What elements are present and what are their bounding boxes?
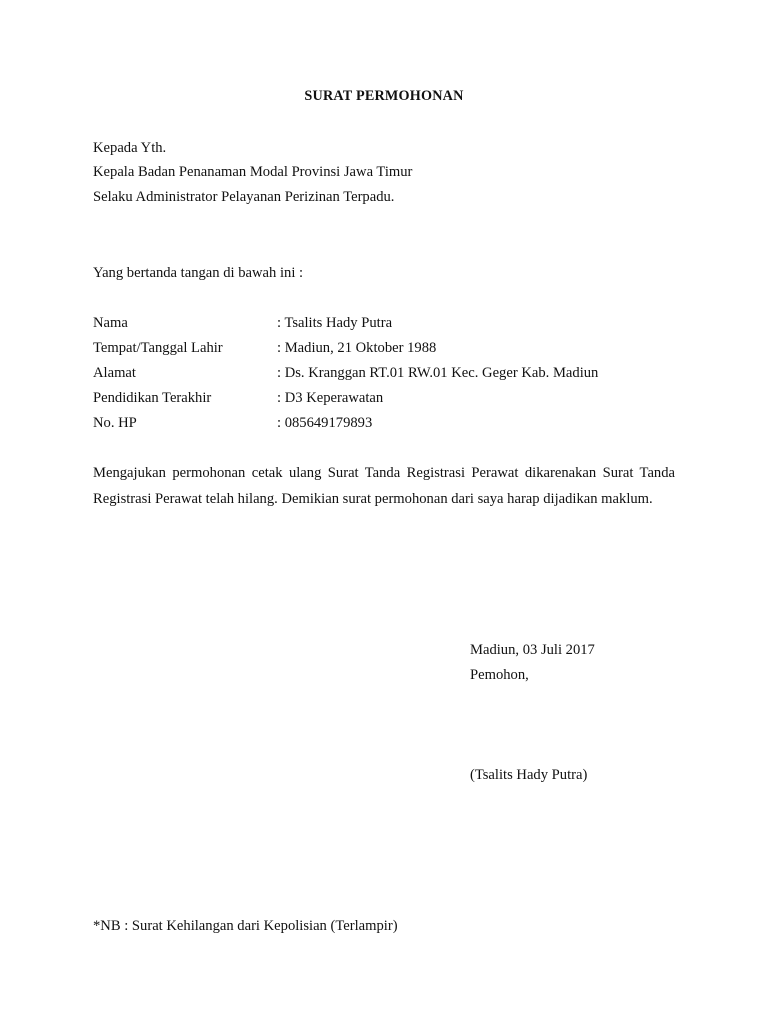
recipient-salutation: Kepada Yth. [93,140,167,156]
field-label-address: Alamat [93,365,136,381]
field-value-name: : Tsalits Hady Putra [277,315,393,331]
signature-place-date: Madiun, 03 Juli 2017 [470,642,595,658]
field-value-education: : D3 Keperawatan [277,390,384,406]
footnote: *NB : Surat Kehilangan dari Kepolisian (Terlampir) [93,918,398,934]
field-label-phone: No. HP [93,415,137,431]
field-label-name: Nama [93,315,128,331]
body-paragraph: Mengajukan permohonan cetak ulang Surat Tanda Registrasi Perawat dikarenakan Surat Tanda Registrasi Perawat telah hilang. Demikian surat permohonan dari saya harap dijadikan maklum. [93,465,675,507]
field-value-address: : Ds. Kranggan RT.01 RW.01 Kec. Geger Kab. Madiun [277,365,599,381]
signature-name: (Tsalits Hady Putra) [470,767,588,783]
field-value-birth: : Madiun, 21 Oktober 1988 [277,340,437,356]
field-value-phone: : 085649179893 [277,415,373,431]
signature-role: Pemohon, [470,667,529,683]
recipient-line-2: Selaku Administrator Pelayanan Perizinan Terpadu. [93,189,395,205]
intro-text: Yang bertanda tangan di bawah ini : [93,265,304,281]
document-title: SURAT PERMOHONAN [304,88,464,104]
field-label-education: Pendidikan Terakhir [93,390,212,406]
recipient-line-1: Kepala Badan Penanaman Modal Provinsi Jawa Timur [93,164,413,180]
field-label-birth: Tempat/Tanggal Lahir [93,340,223,356]
